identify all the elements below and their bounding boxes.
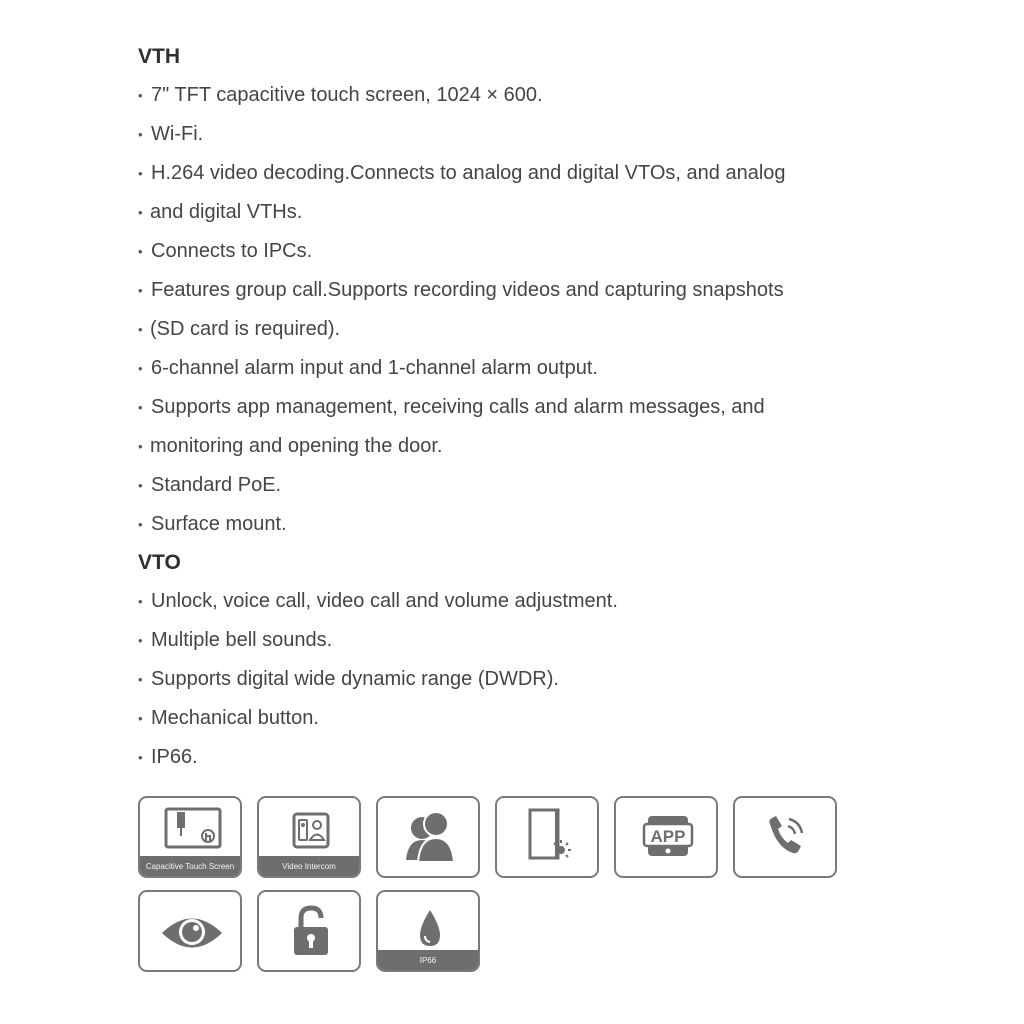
unlock-icon [259, 892, 361, 972]
tile-caption: Capacitive Touch Screen [140, 856, 240, 876]
vto-feature: • Multiple bell sounds. [138, 621, 878, 660]
app-icon [616, 798, 718, 878]
tile-caption: Video Intercom [259, 856, 359, 876]
vto-feature: • Mechanical button. [138, 699, 878, 738]
vth-feature: • Standard PoE. [138, 466, 878, 505]
vth-feature: • 6-channel alarm input and 1-channel alarm output. [138, 349, 878, 388]
phone-call-icon [735, 798, 837, 878]
video-intercom-tile [257, 796, 361, 878]
group-call-tile [376, 796, 480, 878]
feature-icon-grid [138, 796, 868, 984]
feature-list [138, 38, 878, 777]
vto-feature: • Unlock, voice call, video call and volume adjustment. [138, 582, 878, 621]
app-label: APP [650, 827, 686, 846]
vto-heading: VTO [138, 551, 181, 574]
vth-heading: VTH [138, 45, 180, 68]
vth-feature: • Wi-Fi. [138, 115, 878, 154]
vth-feature-continued: • monitoring and opening the door. [138, 427, 878, 466]
vth-feature-continued: • and digital VTHs. [138, 193, 878, 232]
vto-feature: • IP66. [138, 738, 878, 777]
door-tile [495, 796, 599, 878]
icon-row [138, 890, 868, 972]
vth-feature: • Connects to IPCs. [138, 232, 878, 271]
app-tile [614, 796, 718, 878]
group-call-icon [378, 798, 480, 878]
icon-row [138, 796, 868, 878]
vth-feature: • Features group call.Supports recording videos and capturing snapshots [138, 271, 878, 310]
phone-call-tile [733, 796, 837, 878]
vto-feature: • Supports digital wide dynamic range (DWDR). [138, 660, 878, 699]
tile-caption: IP66 [378, 950, 478, 970]
ip66-tile [376, 890, 480, 972]
eye-icon [140, 892, 242, 972]
vth-feature: • 7" TFT capacitive touch screen, 1024 × 600. [138, 76, 878, 115]
dwdr-tile [138, 890, 242, 972]
vth-feature: • Surface mount. [138, 505, 878, 544]
unlock-tile [257, 890, 361, 972]
capacitive-touch-screen-tile [138, 796, 242, 878]
vth-feature: • Supports app management, receiving calls and alarm messages, and [138, 388, 878, 427]
door-icon [497, 798, 599, 878]
vth-feature-continued: • (SD card is required). [138, 310, 878, 349]
vth-feature: • H.264 video decoding.Connects to analog and digital VTOs, and analog [138, 154, 878, 193]
